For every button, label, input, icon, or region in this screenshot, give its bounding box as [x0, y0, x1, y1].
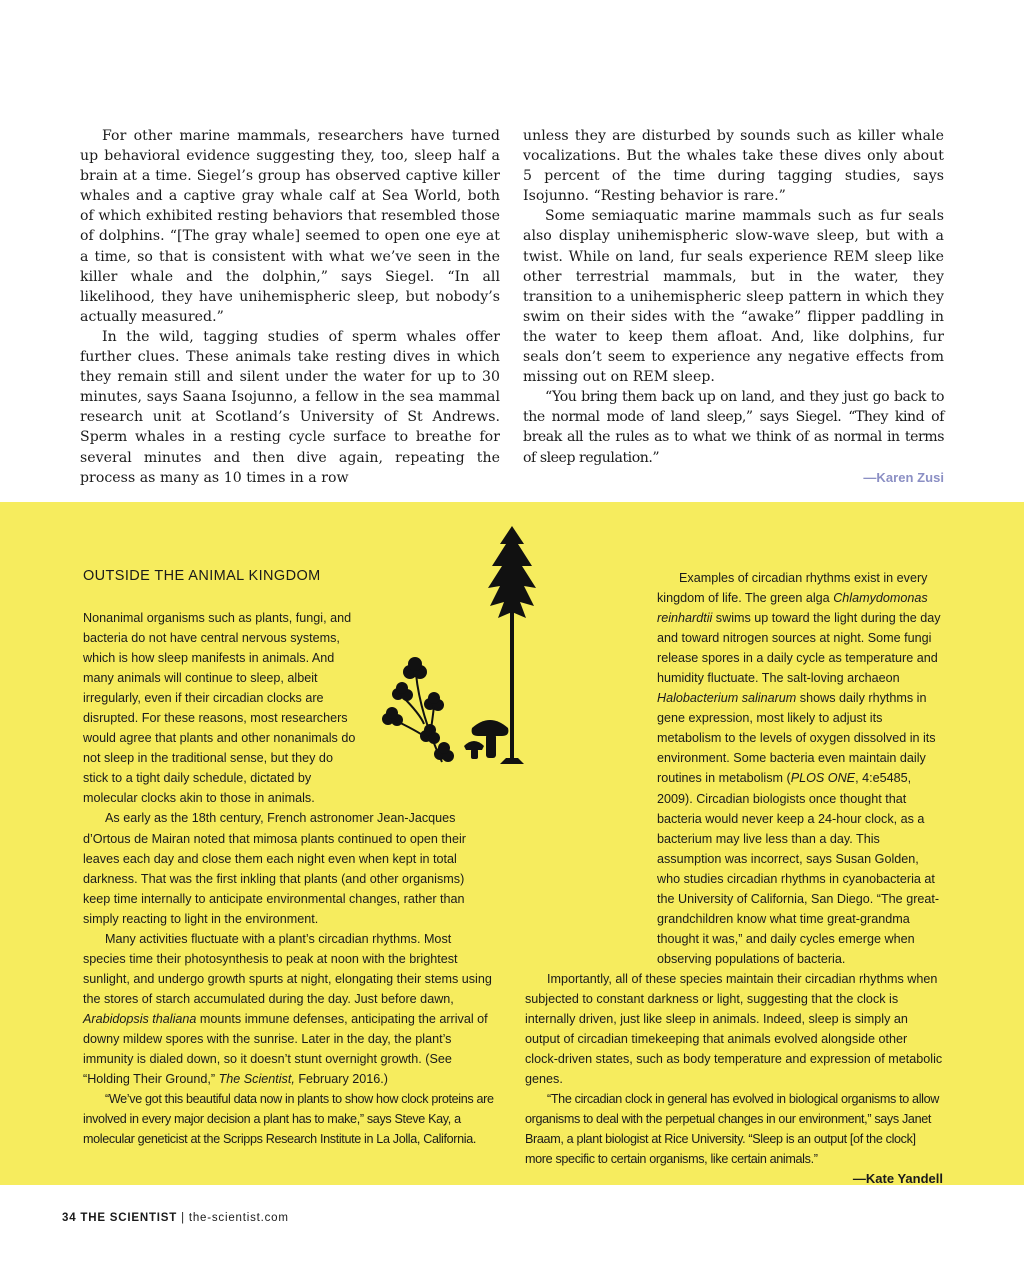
sidebar-text: swims up toward the light during the day and toward nitrogen sources at night. Some fungi release spores in a daily cycle as temperature and humidity fluctuate. The salt-loving archaeon [657, 611, 941, 686]
sidebar-text: shows daily rhythms in gene expression, most likely to adjust its metabolism to the levels of oxygen dissolved in its environment. Some bacteria even maintain daily routines in metabolism ( [657, 691, 936, 786]
footer-separator: | [181, 1212, 185, 1224]
sidebar-quote: “We’ve got this beautiful data now in plants to show how clock proteins are involved in every major decision a plant has to make,” says Steve Kay, a molecular geneticist at the Scripps Research Institute in La Jolla, California. [83, 1092, 494, 1147]
sidebar-paragraph [83, 608, 361, 808]
sidebar-paragraph: Importantly, all of these species maintain their circadian rhythms when subjected to constant darkness or light, suggesting that the clock is internally driven, just like sleep in animals. Indeed, sleep is simply an output of circadian timekeeping that animals evolved alongside other clock-driven states, such as body temperature and expression of metabolic genes. [525, 971, 943, 1087]
page-footer [62, 1212, 289, 1224]
article-paragraph: For other marine mammals, researchers have turned up behavioral evidence suggesting they, too, sleep half a brain at a time. Siegel’s group has observed captive killer whales and a captive gray whale calf at Sea World, both of which exhibited resting behaviors that resembled those of dolphins. “[The gray whale] seemed to open one eye at a time, so that is consistent with what we’ve seen in the killer whale and the dolphin,” says Siegel. “In all likelihood, they have unihemispheric sleep, but nobody’s actually measured.” [80, 128, 500, 325]
sidebar-paragraph [83, 929, 495, 1089]
sidebar-text: Many activities fluctuate with a plant’s circadian rhythms. Most species time their photosynthesis to peak at noon with the brightest sunlight, and undergo growth spurts at night, elongating their stems using the stores of starch accumulated during the day. Just before dawn, [83, 931, 492, 1006]
sidebar-text: Examples of circadian rhythms exist in every kingdom of life. The green alga [657, 571, 928, 606]
species-name: Chlamydomonas reinhardtii [657, 591, 928, 626]
sidebar-box [0, 502, 1024, 1185]
sidebar-text: mounts immune defenses, anticipating the arrival of downy mildew spores with the sunrise. Later in the day, the plant’s immunity is dialed down, so it doesn’t stunt overnight growth. (See “Holding Their Ground,” [83, 1011, 488, 1087]
article-left-column [80, 126, 500, 488]
page-number: 34 [62, 1212, 77, 1224]
article-right-column [523, 126, 944, 488]
sidebar-right-column [525, 568, 943, 1189]
sidebar-paragraph: As early as the 18th century, French astronomer Jean-Jacques d’Ortous de Mairan noted that mimosa plants continued to open their leaves each day and close them each night even when kept in total darkness. That was the first inkling that plants (and other organisms) keep time internally to anticipate environmental changes, rather than simply reacting to light in the environment. [83, 811, 466, 926]
footer-url[interactable]: the-scientist.com [188, 1212, 289, 1224]
publication-name: THE SCIENTIST [80, 1212, 178, 1224]
article-paragraph: Some semiaquatic marine mammals such as fur seals also display unihemispheric slow-wave sleep, but with a twist. While on land, fur seals experience REM sleep like other terrestrial mammals, but in the water, they transition to a unihemispheric sleep pattern in which they swim on their sides with the “awake” flipper paddling in the water to keep them afloat. And, like dolphins, fur seals don’t seem to experience any negative effects from missing out on REM sleep. [523, 208, 944, 386]
article-byline: —Karen Zusi [863, 469, 944, 485]
sidebar-text: , 4:e5485, 2009). Circadian biologists once thought that bacteria would never keep a 24-hour clock, as a bacterium may live less than a day. This assumption was incorrect, says Susan Golden, who studies circadian rhythms in cyanobacteria at the University of California, San Diego. “The great-grandchildren know what time great-grandma thought it was,” and daily cycles emerge when observing populations of bacteria. [657, 771, 940, 966]
article-paragraph: “You bring them back up on land, and they just go back to the normal mode of land sleep,” says Siegel. “They kind of break all the rules as to what we think of as normal in terms of sleep regulation.” [523, 389, 944, 466]
sidebar-paragraph [525, 568, 943, 969]
sidebar-heading: OUTSIDE THE ANIMAL KINGDOM [83, 568, 321, 584]
sidebar-paragraph-text: Nonanimal organisms such as plants, fungi, and bacteria do not have central nervous systems, which is how sleep manifests in animals. And many animals will continue to sleep, albeit irregularly, even if their circadian clocks are disrupted. For these reasons, most researchers would agree that plants and other nonanimals do not sleep in the traditional sense, but they do stick to a tight daily schedule, dictated by molecular clocks akin to those in animals. [83, 611, 356, 806]
article-paragraph: unless they are disturbed by sounds such as killer whale vocalizations. But the whales take these dives only about 5 percent of the time during tagging studies, says Isojunno. “Resting behavior is rare.” [523, 128, 944, 205]
journal-name: The Scientist, [218, 1072, 295, 1087]
sidebar-byline: —Kate Yandell [852, 1171, 943, 1187]
species-name: Arabidopsis thaliana [83, 1011, 197, 1026]
journal-name: PLOS ONE [790, 771, 856, 786]
sidebar-left-column [83, 608, 495, 1149]
sidebar-text: February 2016.) [294, 1072, 388, 1087]
sidebar-quote: “The circadian clock in general has evolved in biological organisms to allow organisms to deal with the perpetual changes in our environment,” says Janet Braam, a plant biologist at Rice University. “Sleep is an output [of the clock] more specific to certain organisms, like certain animals.” [525, 1092, 940, 1167]
species-name: Halobacterium salinarum [657, 691, 797, 706]
article-paragraph: In the wild, tagging studies of sperm whales offer further clues. These animals take resting dives in which they remain still and silent under the water for up to 30 minutes, says Saana Isojunno, a fellow in the sea mammal research unit at Scotland’s University of St Andrews. Sperm whales in a resting cycle surface to breathe for several minutes and then dive again, repeating the process as many as 10 times in a row [80, 328, 500, 486]
